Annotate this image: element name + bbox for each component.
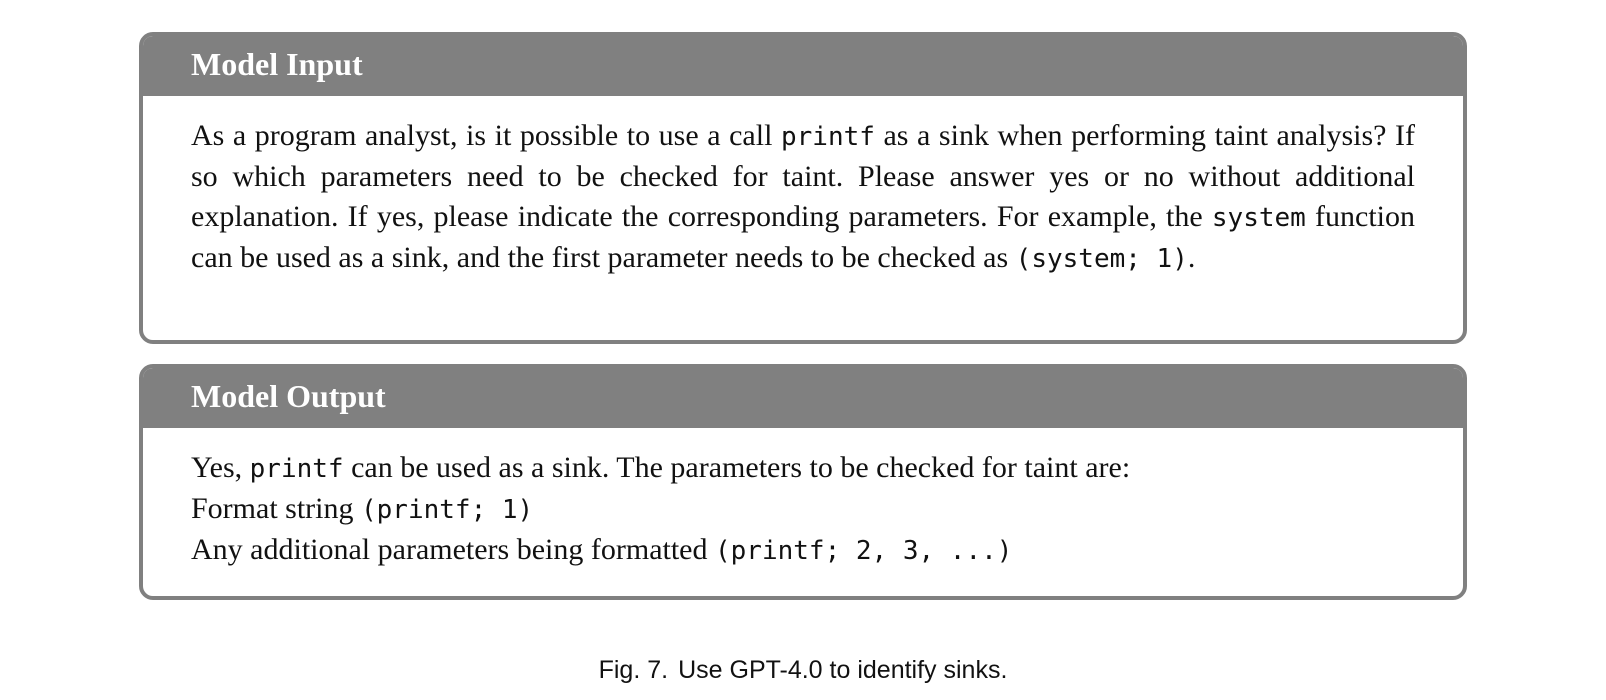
input-code-system: system: [1211, 203, 1306, 233]
output-line-2-code: (printf; 1): [361, 495, 534, 525]
output-line-1-text-b: can be used as a sink. The parameters to be checked for taint are:: [343, 451, 1131, 484]
model-input-box: [139, 32, 1467, 344]
output-line-3-text: Any additional parameters being formatted: [191, 533, 715, 566]
figure-number: Fig. 7.: [598, 656, 669, 684]
output-line-1-code: printf: [249, 454, 344, 484]
input-code-printf: printf: [781, 122, 875, 152]
figure-caption-text: Use GPT-4.0 to identify sinks.: [678, 656, 1008, 684]
model-input-title: Model Input: [143, 36, 1463, 96]
input-text-3: function can be used as a sink, and the first parameter needs to be checked as: [191, 200, 1415, 274]
input-text-4: .: [1187, 241, 1196, 274]
input-code-system-1: (system; 1): [1015, 244, 1188, 274]
output-line-3: [191, 530, 1415, 571]
output-line-2: [191, 489, 1415, 530]
model-output-title: Model Output: [143, 368, 1463, 428]
output-line-2-text: Format string: [191, 492, 361, 525]
model-input-text: [143, 96, 1463, 279]
figure-caption: [0, 656, 1606, 685]
model-output-box: [139, 364, 1467, 600]
input-text-2: as a sink when performing taint analysis? If so which parameters need to be checked for taint. Please answer yes or no without additional explanation. If yes, please indicate the corresponding parameters. For example, the: [191, 119, 1415, 233]
output-line-1: [191, 448, 1415, 489]
output-line-3-code: (printf; 2, 3, ...): [715, 536, 1013, 566]
input-text-1: As a program analyst, is it possible to use a call: [191, 119, 781, 152]
output-line-1-text-a: Yes,: [191, 451, 250, 484]
model-output-text: [143, 428, 1463, 571]
